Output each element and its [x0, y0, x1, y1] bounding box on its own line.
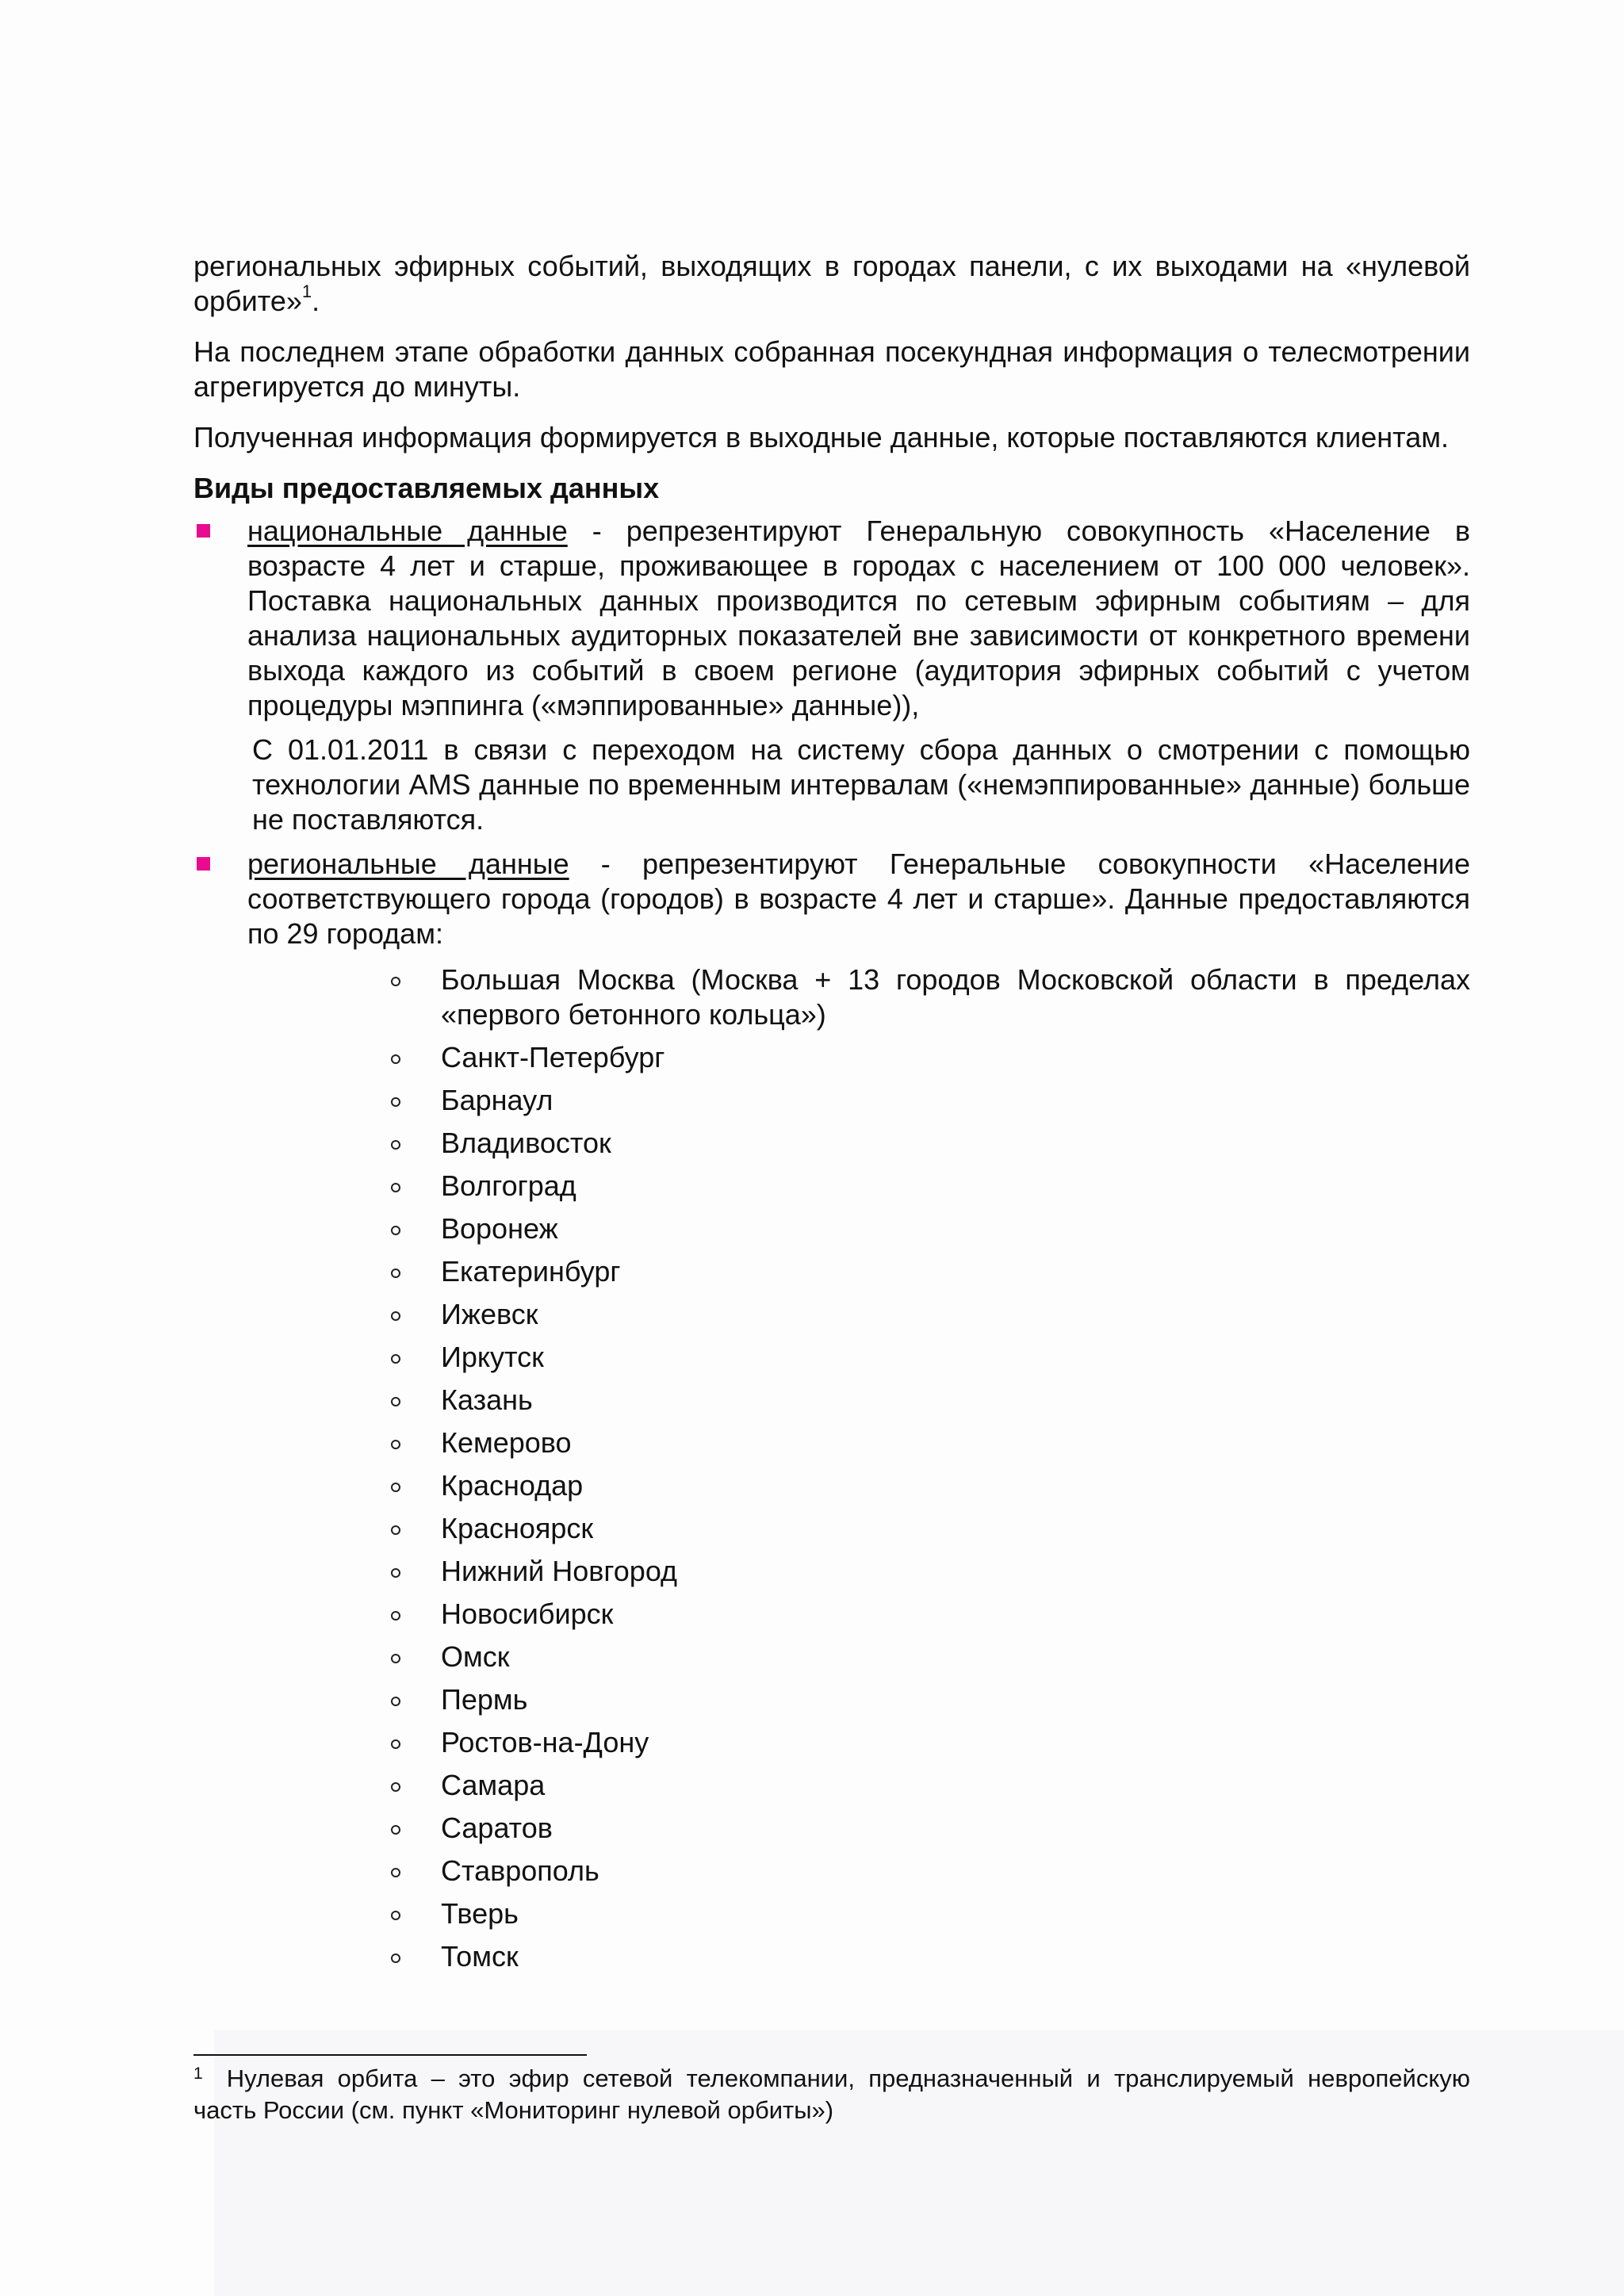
circle-bullet-icon	[391, 1568, 400, 1578]
list-item	[390, 1854, 1470, 1888]
city-name: Кемерово	[441, 1426, 572, 1459]
list-item	[390, 1040, 1470, 1075]
circle-bullet-icon	[391, 1825, 400, 1835]
list-item	[390, 1468, 1470, 1503]
list-item	[390, 1554, 1470, 1589]
list-item	[390, 1383, 1470, 1418]
city-name: Тверь	[441, 1897, 519, 1930]
circle-bullet-icon	[391, 1354, 400, 1364]
city-name: Большая Москва (Москва + 13 городов Московской области в пределах «первого бетонного кольца»)	[441, 963, 1470, 1031]
city-name: Омск	[441, 1640, 510, 1673]
document-body	[193, 249, 1470, 1982]
circle-bullet-icon	[391, 1269, 400, 1278]
city-name: Новосибирск	[441, 1598, 614, 1630]
list-item	[390, 1597, 1470, 1632]
city-list	[193, 962, 1470, 1974]
bullet-item-national	[193, 514, 1470, 837]
list-item	[390, 1682, 1470, 1717]
list-item	[390, 1640, 1470, 1674]
city-name: Пермь	[441, 1683, 528, 1716]
circle-bullet-icon	[391, 1911, 400, 1920]
bullet-item-regional	[193, 847, 1470, 951]
circle-bullet-icon	[391, 1697, 400, 1706]
city-name: Самара	[441, 1769, 546, 1801]
footnote-reference[interactable]: 1	[301, 281, 312, 301]
city-name: Нижний Новгород	[441, 1555, 678, 1587]
list-item	[390, 1425, 1470, 1460]
paragraph-2: На последнем этапе обработки данных собранная посекундная информация о телесмотрении агрегируется до минуты.	[193, 335, 1470, 403]
list-item	[390, 1254, 1470, 1289]
term-regional-data: региональные данные	[247, 848, 569, 880]
list-item	[390, 1811, 1470, 1846]
circle-bullet-icon	[391, 1397, 400, 1406]
circle-bullet-icon	[391, 977, 400, 986]
city-name: Санкт-Петербург	[441, 1041, 665, 1073]
list-item	[390, 1939, 1470, 1974]
city-name: Владивосток	[441, 1127, 611, 1159]
list-item	[390, 1511, 1470, 1546]
circle-bullet-icon	[391, 1611, 400, 1621]
list-item	[390, 1169, 1470, 1203]
circle-bullet-icon	[391, 1739, 400, 1749]
city-name: Саратов	[441, 1812, 553, 1844]
bullet-regional-body: - репрезентируют Генеральные совокупности «Население соответствующего города (городов) в возрасте 4 лет и старше». Данные предоставляются по 29 городам:	[247, 848, 1470, 950]
circle-bullet-icon	[391, 1440, 400, 1449]
list-item	[390, 1297, 1470, 1332]
circle-bullet-icon	[391, 1183, 400, 1192]
city-name: Екатеринбург	[441, 1255, 621, 1288]
footnote-number: 1	[193, 2064, 203, 2083]
bullet-national-body: - репрезентируют Генеральную совокупность «Население в возрасте 4 лет и старше, проживающее в городах с населением от 100 000 человек». Поставка национальных данных производится по сетевым эфирным событиям – для анализа национальных аудиторных показателей вне зависимости от конкретного времени выхода каждого из событий в своем регионе (аудитория эфирных событий с учетом процедуры мэппинга («мэппированные» данные)),	[247, 515, 1470, 721]
city-name: Ростов-на-Дону	[441, 1726, 649, 1758]
city-name: Краснодар	[441, 1469, 584, 1502]
list-item	[390, 1768, 1470, 1803]
bullet-regional-text	[247, 847, 1470, 951]
city-name: Барнаул	[441, 1084, 553, 1116]
city-name: Ставрополь	[441, 1854, 599, 1887]
circle-bullet-icon	[391, 1525, 400, 1535]
circle-bullet-icon	[391, 1311, 400, 1321]
circle-bullet-icon	[391, 1483, 400, 1492]
list-item	[390, 962, 1470, 1032]
city-name: Волгоград	[441, 1169, 576, 1202]
city-name: Казань	[441, 1383, 533, 1416]
list-item	[390, 1126, 1470, 1161]
circle-bullet-icon	[391, 1226, 400, 1235]
city-name: Красноярск	[441, 1512, 594, 1544]
circle-bullet-icon	[391, 1782, 400, 1792]
city-name: Ижевск	[441, 1298, 538, 1330]
list-item	[390, 1083, 1470, 1118]
footnote-separator	[193, 2054, 587, 2056]
square-bullet-icon	[197, 857, 210, 871]
list-item	[390, 1340, 1470, 1375]
list-item	[390, 1725, 1470, 1760]
city-name: Иркутск	[441, 1341, 544, 1373]
circle-bullet-icon	[391, 1097, 400, 1107]
circle-bullet-icon	[391, 1868, 400, 1877]
footnote-text: Нулевая орбита – это эфир сетевой телекомпании, предназначенный и транслируемый невропейскую часть России (см. пункт «Мониторинг нулевой орбиты»)	[193, 2064, 1470, 2124]
paragraph-3: Полученная информация формируется в выходные данные, которые поставляются клиентам.	[193, 421, 1450, 453]
square-bullet-icon	[197, 524, 210, 538]
circle-bullet-icon	[391, 1140, 400, 1150]
paragraph-1-text: региональных эфирных событий, выходящих в городах панели, с их выходами на «нулевой орбите»	[193, 250, 1470, 317]
bullet-national-text	[247, 514, 1470, 723]
circle-bullet-icon	[391, 1954, 400, 1963]
list-item	[390, 1896, 1470, 1931]
circle-bullet-icon	[391, 1054, 400, 1064]
bullet-national-note: С 01.01.2011 в связи с переходом на систему сбора данных о смотрении с помощью технологии AMS данные по временным интервалам («немэппированные» данные) больше не поставляются.	[252, 733, 1470, 836]
circle-bullet-icon	[391, 1654, 400, 1663]
city-name: Томск	[441, 1940, 519, 1973]
paragraph-1	[193, 249, 1470, 319]
city-name: Воронеж	[441, 1212, 558, 1245]
term-national-data: национальные данные	[247, 515, 568, 547]
list-item	[390, 1211, 1470, 1246]
section-heading: Виды предоставляемых данных	[193, 472, 660, 504]
paragraph-1-end: .	[312, 285, 320, 317]
footnote	[193, 2064, 1470, 2125]
